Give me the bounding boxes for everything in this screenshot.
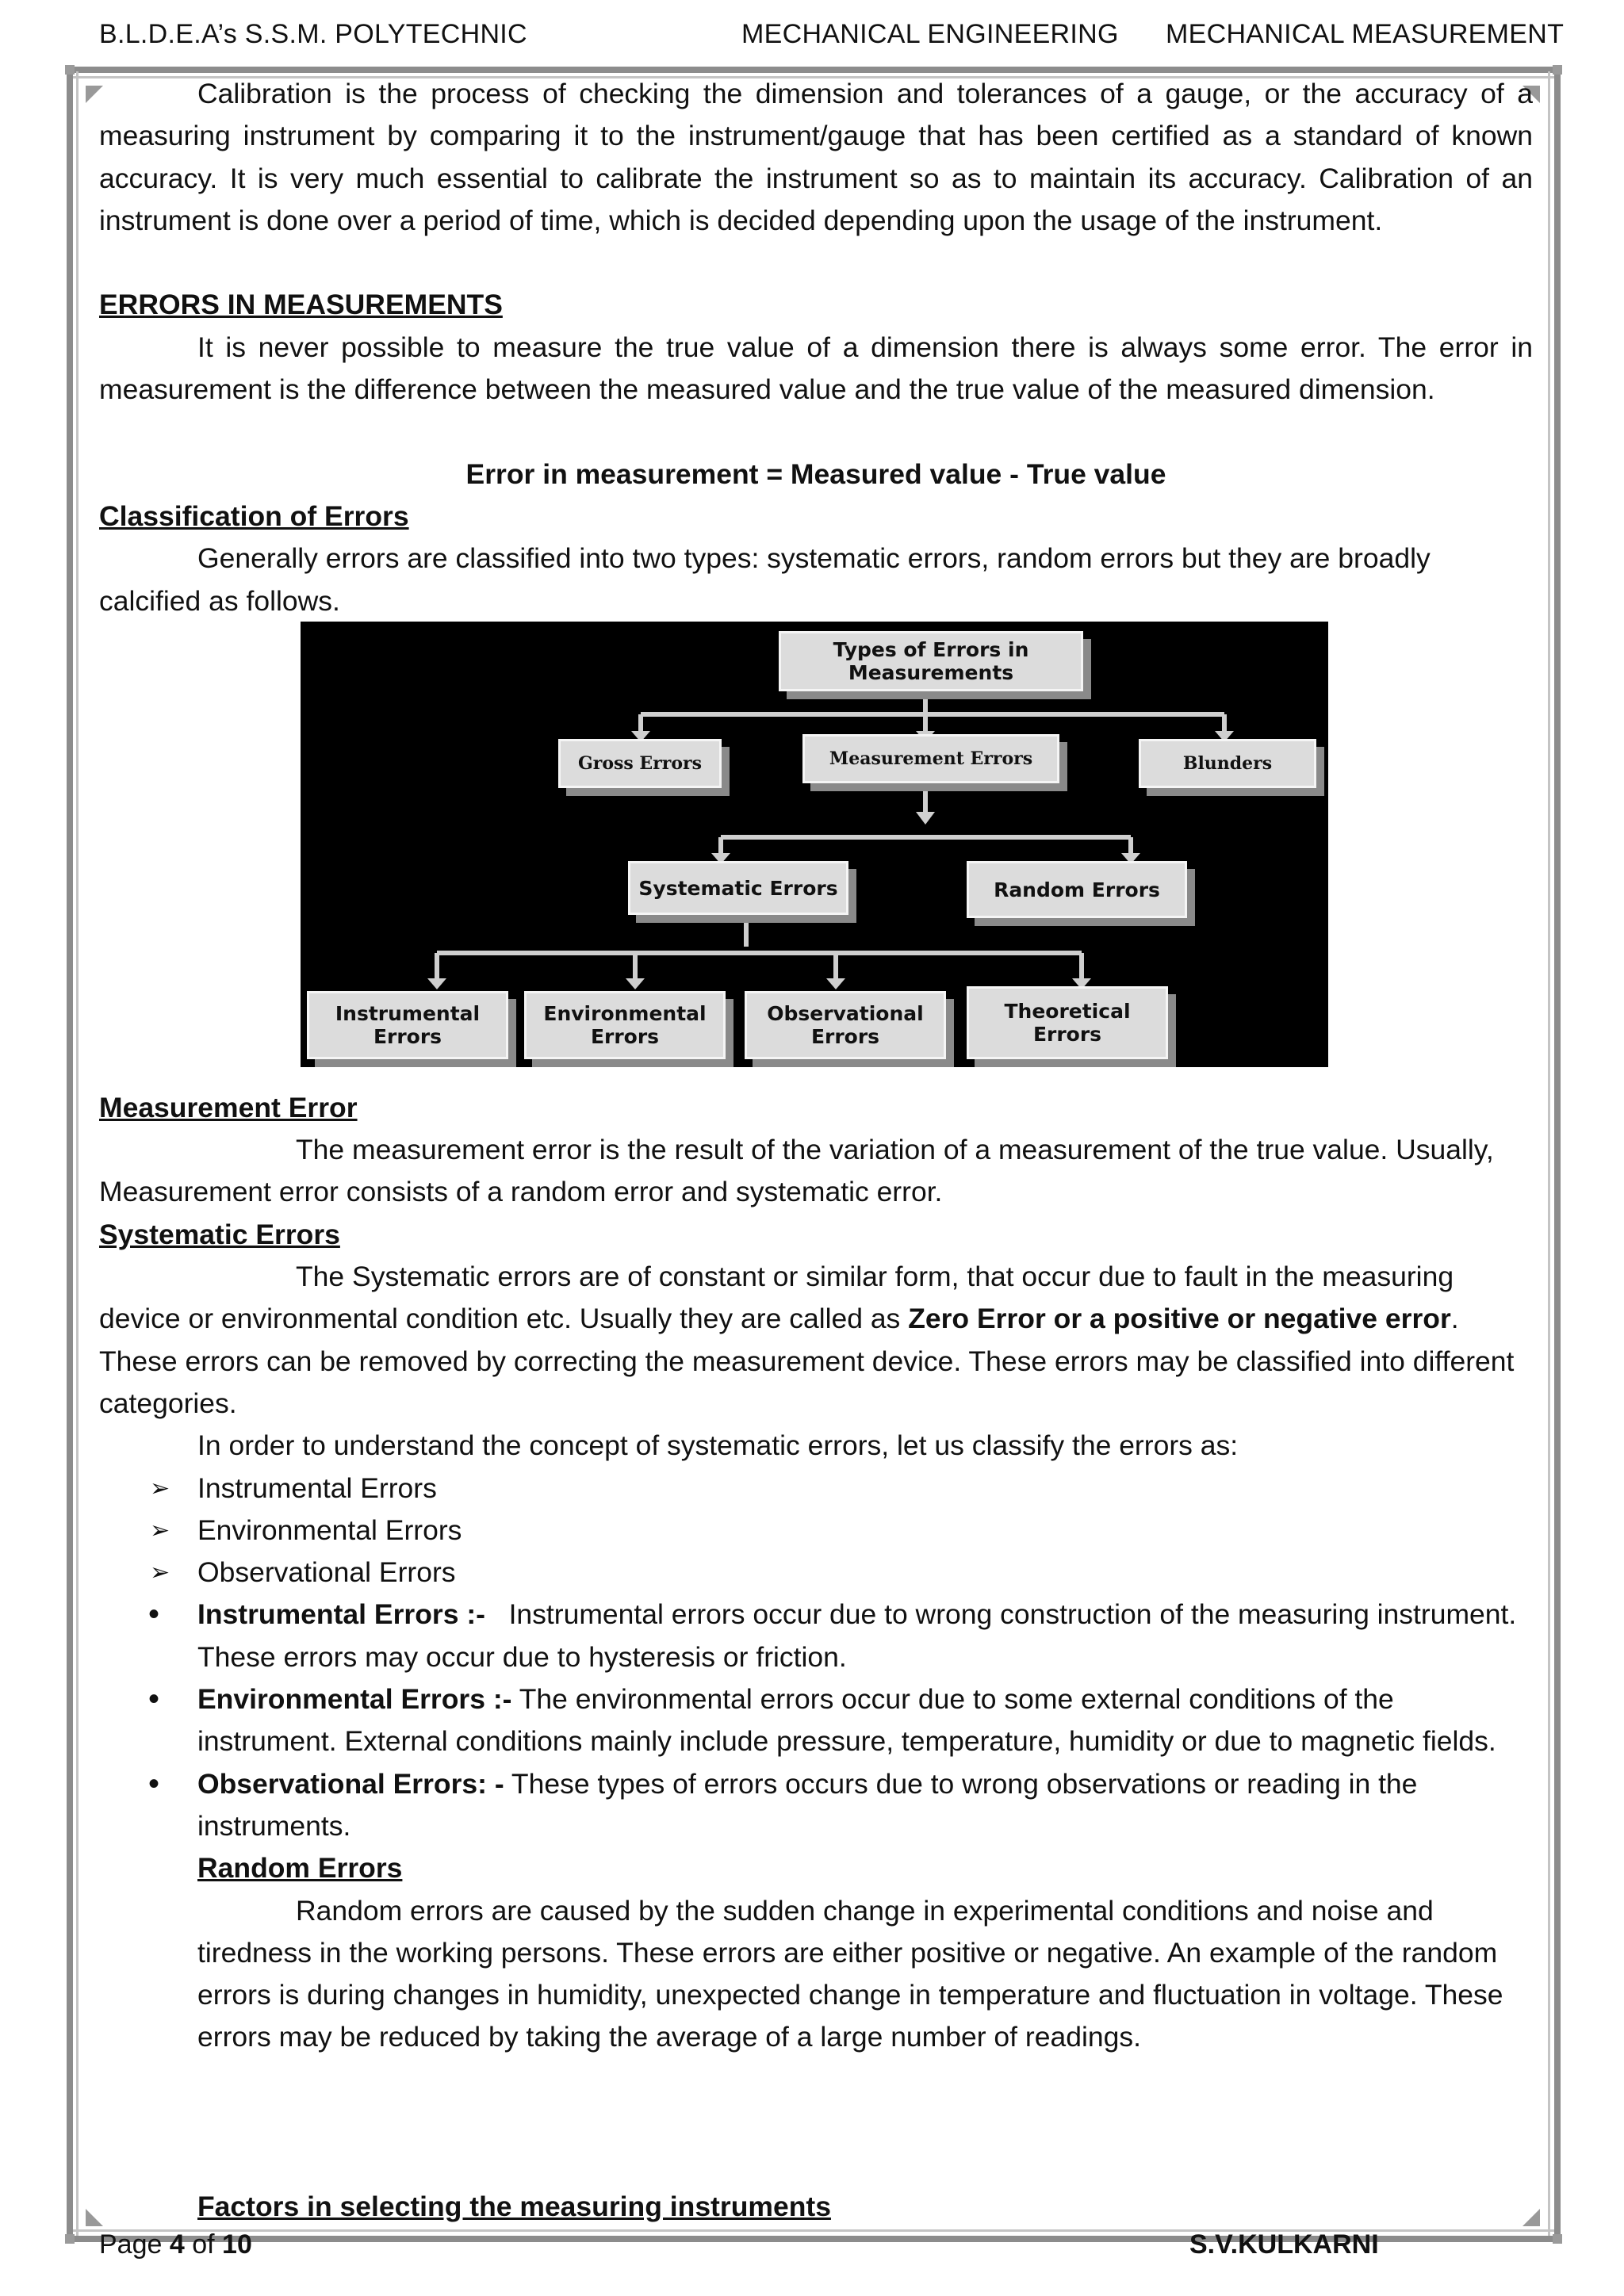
diagram-node-random: Random Errors [967,861,1187,918]
classification-heading: Classification of Errors [99,499,409,532]
measurement-error-heading: Measurement Error [99,1091,358,1123]
systematic-intro: In order to understand the concept of systematic errors, let us classify the errors as: [197,1429,1239,1462]
random-heading: Random Errors [197,1852,403,1885]
list-item: • Instrumental Errors :- Instrumental errors occur due to wrong construction of the measuring instrument. These errors may occur due to hysteresis or friction. [99,1594,1533,1678]
classification-paragraph: Generally errors are classified into two types: systematic errors, random errors but they are broadly calcified as follows. [99,542,1431,617]
header-institution: B.L.D.E.A’s S.S.M. POLYTECHNIC [99,19,527,49]
diagram-node-instrumental: Instrumental Errors [307,991,508,1059]
list-item: • Environmental Errors :- The environmental errors occur due to some external conditions of the instrument. External conditions mainly include pressure, temperature, humidity or due to magnetic fields. [99,1678,1533,1763]
diagram-node-gross: Gross Errors [558,739,722,788]
bullet-icon: • [148,1766,160,1801]
frame-right-inner [1548,71,1550,2236]
page-content [99,73,1533,2228]
arrow-bullet-icon: ➢ [150,1475,170,1502]
systematic-heading: Systematic Errors [99,1218,340,1250]
diagram-node-environmental: Environmental Errors [524,991,726,1059]
diagram-node-systematic: Systematic Errors [628,861,848,915]
frame-right [1554,67,1561,2242]
page-number: Page 4 of 10 [99,2229,252,2260]
error-classification-diagram [301,622,1328,1067]
frame-left [67,67,73,2242]
errors-paragraph: It is never possible to measure the true value of a dimension there is always some error. The error in measurement is the difference between the measured value and the true value of the measured dimension. [99,331,1533,406]
diagram-node-observational: Observational Errors [745,991,946,1059]
frame-corner [1553,65,1562,75]
frame-corner [65,65,75,75]
diagram-node-measurement: Measurement Errors [802,734,1059,783]
diagram-node-blunders: Blunders [1139,739,1316,788]
author-name: S.V.KULKARNI [1189,2229,1379,2260]
systematic-paragraph: The Systematic errors are of constant or similar form, that occur due to fault in the measuring device or environmental condition etc. Usually they are called as Zero Error or a positive or negative error. These errors can be removed by correcting the measurement device. These errors may be classified into different categories. [99,1261,1515,1419]
systematic-arrow-list [99,1468,1533,1594]
frame-left-inner [76,71,79,2236]
header-department: MECHANICAL ENGINEERING [741,19,1119,49]
arrow-bullet-icon: ➢ [150,1559,170,1586]
error-formula: Error in measurement = Measured value - True value [465,457,1166,490]
frame-corner [1553,2234,1562,2244]
bullet-icon: • [148,1682,160,1717]
error-definitions-list [99,1594,1533,1847]
list-item: • Observational Errors: - These types of errors occurs due to wrong observations or reading in the instruments. [99,1763,1533,1848]
diagram-node-theoretical: Theoretical Errors [967,986,1168,1059]
frame-top [67,67,1561,73]
frame-corner [65,2234,75,2244]
calibration-paragraph: Calibration is the process of checking the dimension and tolerances of a gauge, or the accuracy of a measuring instrument by comparing it to the instrument/gauge that has been certified as a standard of known accuracy. It is very much essential to calibrate the instrument so as to maintain its accuracy. Calibration of an instrument is done over a period of time, which is decided depending upon the usage of the instrument. [99,78,1533,236]
list-item: ➢ Observational Errors [99,1552,1533,1594]
arrow-bullet-icon: ➢ [150,1517,170,1544]
list-item: ➢ Instrumental Errors [99,1468,1533,1510]
diagram-node-root: Types of Errors in Measurements [779,631,1083,691]
header-subject: MECHANICAL MEASUREMENT [1166,19,1565,49]
random-paragraph: Random errors are caused by the sudden change in experimental conditions and noise and tiredness in the working persons. These errors are either positive or negative. An example of the random errors is during changes in humidity, unexpected change in temperature and fluctuation in voltage. These errors may be reduced by taking the average of a large number of readings. [197,1894,1503,2053]
measurement-error-paragraph: The measurement error is the result of the variation of a measurement of the true value. Usually, Measurement error consists of a random error and systematic error. [99,1134,1494,1208]
bullet-icon: • [148,1597,160,1632]
list-item: ➢ Environmental Errors [99,1510,1533,1552]
factors-heading: Factors in selecting the measuring instruments [197,2190,831,2222]
errors-heading: ERRORS IN MEASUREMENTS [99,289,503,321]
